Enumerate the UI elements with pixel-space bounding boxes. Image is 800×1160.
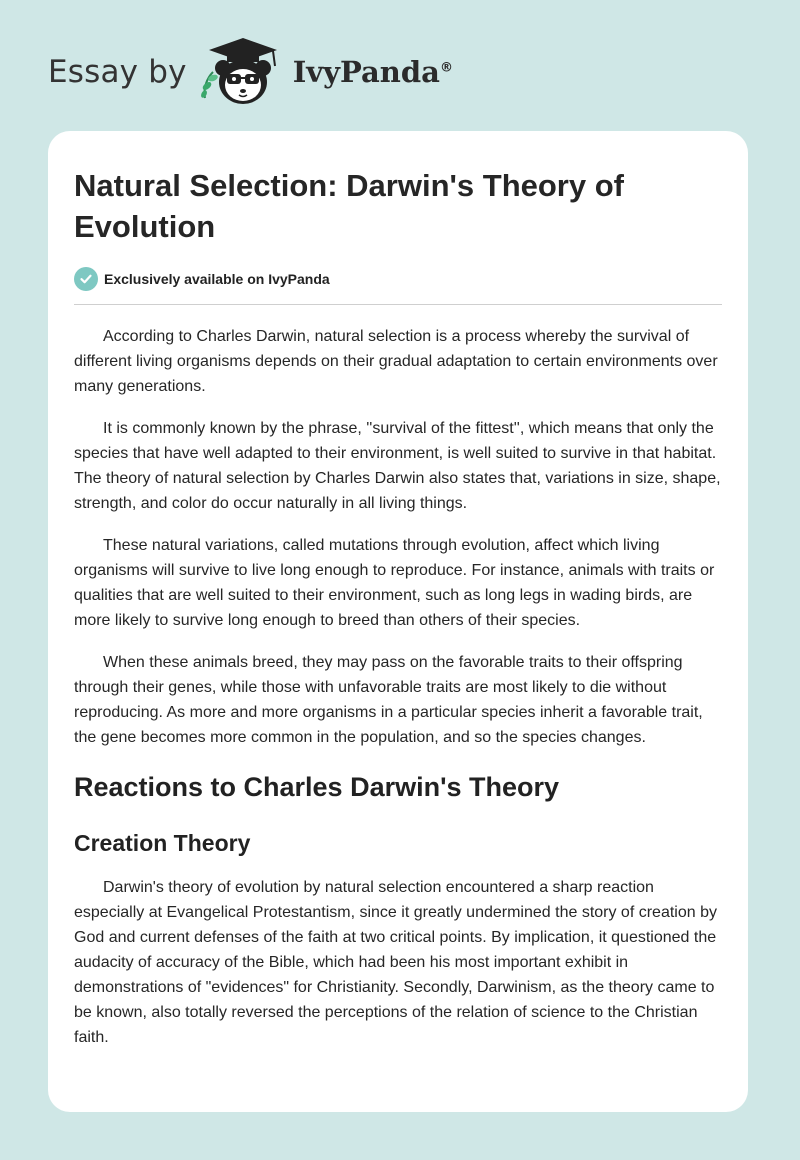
exclusive-label: Exclusively available on IvyPanda bbox=[104, 271, 330, 287]
brand-name: IvyPanda® bbox=[292, 55, 453, 89]
section-heading: Reactions to Charles Darwin's Theory bbox=[74, 772, 560, 802]
panda-graduate-icon bbox=[195, 36, 291, 108]
check-icon bbox=[74, 267, 98, 291]
article-card bbox=[48, 131, 748, 1112]
site-brand[interactable] bbox=[48, 36, 453, 108]
body-paragraph: These natural variations, called mutations through evolution, affect which living organisms will survive to live long enough to reproduce. For instance, animals with traits or qualities that are well suited to their environment, such as long legs in wading birds, are more likely to survive long enough to breed than others of their species. bbox=[74, 537, 715, 629]
brand-prefix: Essay by bbox=[48, 54, 187, 90]
exclusive-badge bbox=[74, 267, 722, 305]
body-paragraph: Darwin's theory of evolution by natural selection encountered a sharp reaction especially at Evangelical Protestantism, since it greatly undermined the story of creation by God and current defenses of the faith at two critical points. By implication, it questioned the audacity of accuracy of the Bible, which had been his most important exhibit in demonstrations of "evidences" for Christianity. Secondly, Darwinism, as the theory came to be known, also totally reversed the perceptions of the relation of science to the Christian faith. bbox=[74, 879, 717, 1046]
body-paragraph: According to Charles Darwin, natural selection is a process whereby the survival of different living organisms depends on their gradual adaptation to certain environments over many generations. bbox=[74, 328, 718, 395]
body-paragraph: When these animals breed, they may pass on the favorable traits to their offspring through their genes, while those with unfavorable traits are most likely to die without reproducing. As more and more organisms in a particular species inherit a favorable trait, the gene becomes more common in the population, and so the species changes. bbox=[74, 654, 703, 746]
subsection-heading: Creation Theory bbox=[74, 830, 251, 856]
registered-mark: ® bbox=[439, 60, 453, 76]
article-title: Natural Selection: Darwin's Theory of Evolution bbox=[74, 168, 624, 244]
body-paragraph: It is commonly known by the phrase, ''survival of the fittest'', which means that only the species that have well adapted to their environment, is well suited to survive in that habitat. The theory of natural selection by Charles Darwin also states that, variations in size, shape, strength, and color do occur naturally in all living things. bbox=[74, 420, 721, 512]
